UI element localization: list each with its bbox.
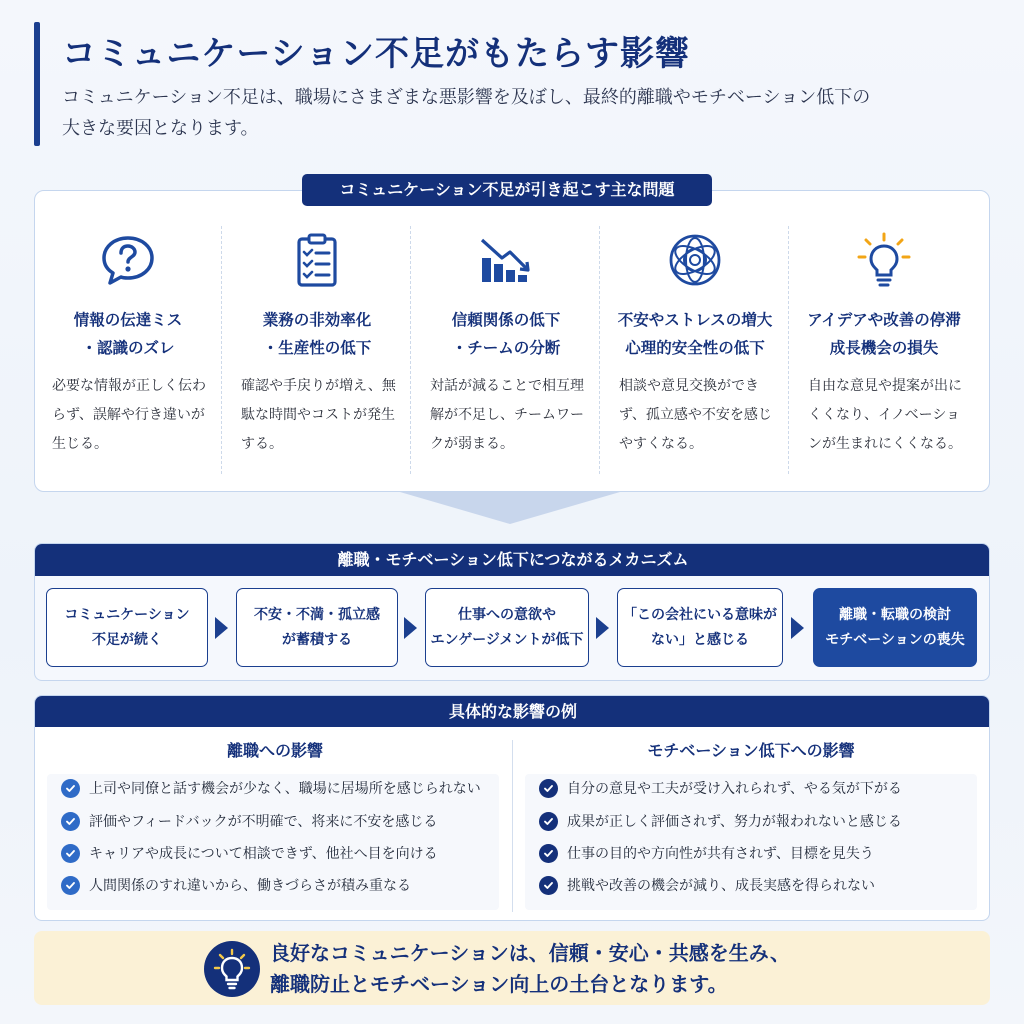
problem-title: ・生産性の低下	[262, 339, 372, 357]
page-title: コミュニケーション不足がもたらす影響	[62, 34, 690, 74]
list-item: 成果が正しく評価されず、努力が報われないと感じる	[539, 807, 902, 835]
turnover-title: 離職への影響	[226, 741, 323, 760]
clipboard-checklist-icon	[287, 230, 347, 290]
check-icon	[61, 779, 80, 798]
check-icon	[539, 876, 558, 895]
examples-panel	[34, 695, 990, 921]
mechanism-step: 仕事への意欲や エンゲージメントが低下	[425, 588, 589, 667]
check-icon	[61, 812, 80, 831]
problem-description: 必要な情報が正しく伝わらず、誤解や行き違いが生じる。	[52, 378, 206, 452]
motivation-title: モチベーション低下への影響	[647, 741, 855, 760]
mechanism-step: 不安・不満・孤立感 が蓄積する	[236, 588, 398, 667]
check-icon	[61, 876, 80, 895]
problem-title: ・認識のズレ	[81, 339, 175, 357]
check-icon	[539, 779, 558, 798]
check-icon	[61, 844, 80, 863]
problem-title: 成長機会の損失	[829, 339, 939, 357]
problem-description: 自由な意見や提案が出にくくなり、イノベーションが生まれにくくなる。	[808, 378, 962, 452]
problem-title: 信頼関係の低下	[451, 311, 561, 329]
mechanism-step-final: 離職・転職の検討 モチベーションの喪失	[813, 588, 977, 667]
lightbulb-icon	[204, 941, 260, 997]
problem-title: ・チームの分断	[451, 339, 561, 357]
motivation-list	[525, 774, 977, 910]
problem-title: 心理的安全性の低下	[625, 339, 765, 357]
list-item: 評価やフィードバックが不明確で、将来に不安を感じる	[61, 807, 437, 835]
header-accent-bar	[34, 22, 40, 146]
page-header	[34, 20, 994, 148]
problem-card	[790, 226, 978, 476]
arrow-right-icon	[404, 617, 417, 639]
problem-title: アイデアや改善の停滞	[807, 311, 961, 329]
problem-card	[412, 226, 600, 476]
problem-description: 対話が減ることで相互理解が不足し、チームワークが弱まる。	[430, 378, 584, 452]
mechanism-heading: 離職・モチベーション低下につながるメカニズム	[35, 544, 990, 576]
problem-description: 相談や意見交換ができず、孤立感や不安を感じやすくなる。	[619, 378, 772, 452]
arrow-right-icon	[215, 617, 228, 639]
turnover-list	[47, 774, 499, 910]
problem-card	[601, 226, 789, 476]
list-item: キャリアや成長について相談できず、他社へ目を向ける	[61, 839, 438, 867]
list-item: 自分の意見や工夫が受け入れられず、やる気が下がる	[539, 774, 902, 802]
arrow-right-icon	[791, 617, 804, 639]
banner-message: 良好なコミュニケーションは、信頼・安心・共感を生み、 離職防止とモチベーション向上の土台となります。	[270, 941, 790, 996]
mechanism-step: 「この会社にいる意味が ない」と感じる	[617, 588, 783, 667]
mechanism-step: コミュニケーション 不足が続く	[46, 588, 208, 667]
problem-description: 確認や手戻りが増え、無駄な時間やコストが発生する。	[241, 378, 396, 452]
summary-banner	[34, 931, 990, 1005]
examples-heading: 具体的な影響の例	[35, 696, 990, 727]
problem-title: 業務の非効率化	[262, 311, 372, 329]
arrow-right-icon	[596, 617, 609, 639]
list-item: 仕事の目的や方向性が共有されず、目標を見失う	[539, 839, 874, 867]
question-bubble-icon	[98, 230, 158, 290]
examples-divider	[512, 740, 513, 912]
lightbulb-icon	[854, 230, 914, 290]
check-icon	[539, 844, 558, 863]
declining-chart-icon	[476, 230, 536, 290]
banner-icon-circle	[204, 941, 260, 997]
list-item: 上司や同僚と話す機会が少なく、職場に居場所を感じられない	[61, 774, 481, 802]
problem-title: 情報の伝達ミス	[73, 311, 183, 329]
list-item: 挑戦や改善の機会が減り、成長実感を得られない	[539, 871, 875, 899]
page-subtitle: コミュニケーション不足は、職場にさまざまな悪影響を及ぼし、最終的離職やモチベーション低下の 大きな要因となります。	[62, 87, 871, 139]
problem-card	[34, 226, 222, 476]
problem-card	[223, 226, 411, 476]
check-icon	[539, 812, 558, 831]
problem-title: 不安やストレスの増大	[617, 311, 773, 329]
funnel-arrow	[400, 492, 620, 524]
list-item: 人間関係のすれ違いから、働きづらさが積み重なる	[61, 871, 411, 899]
problems-heading: コミュニケーション不足が引き起こす主な問題	[302, 174, 712, 206]
tangled-stress-icon	[665, 230, 725, 290]
